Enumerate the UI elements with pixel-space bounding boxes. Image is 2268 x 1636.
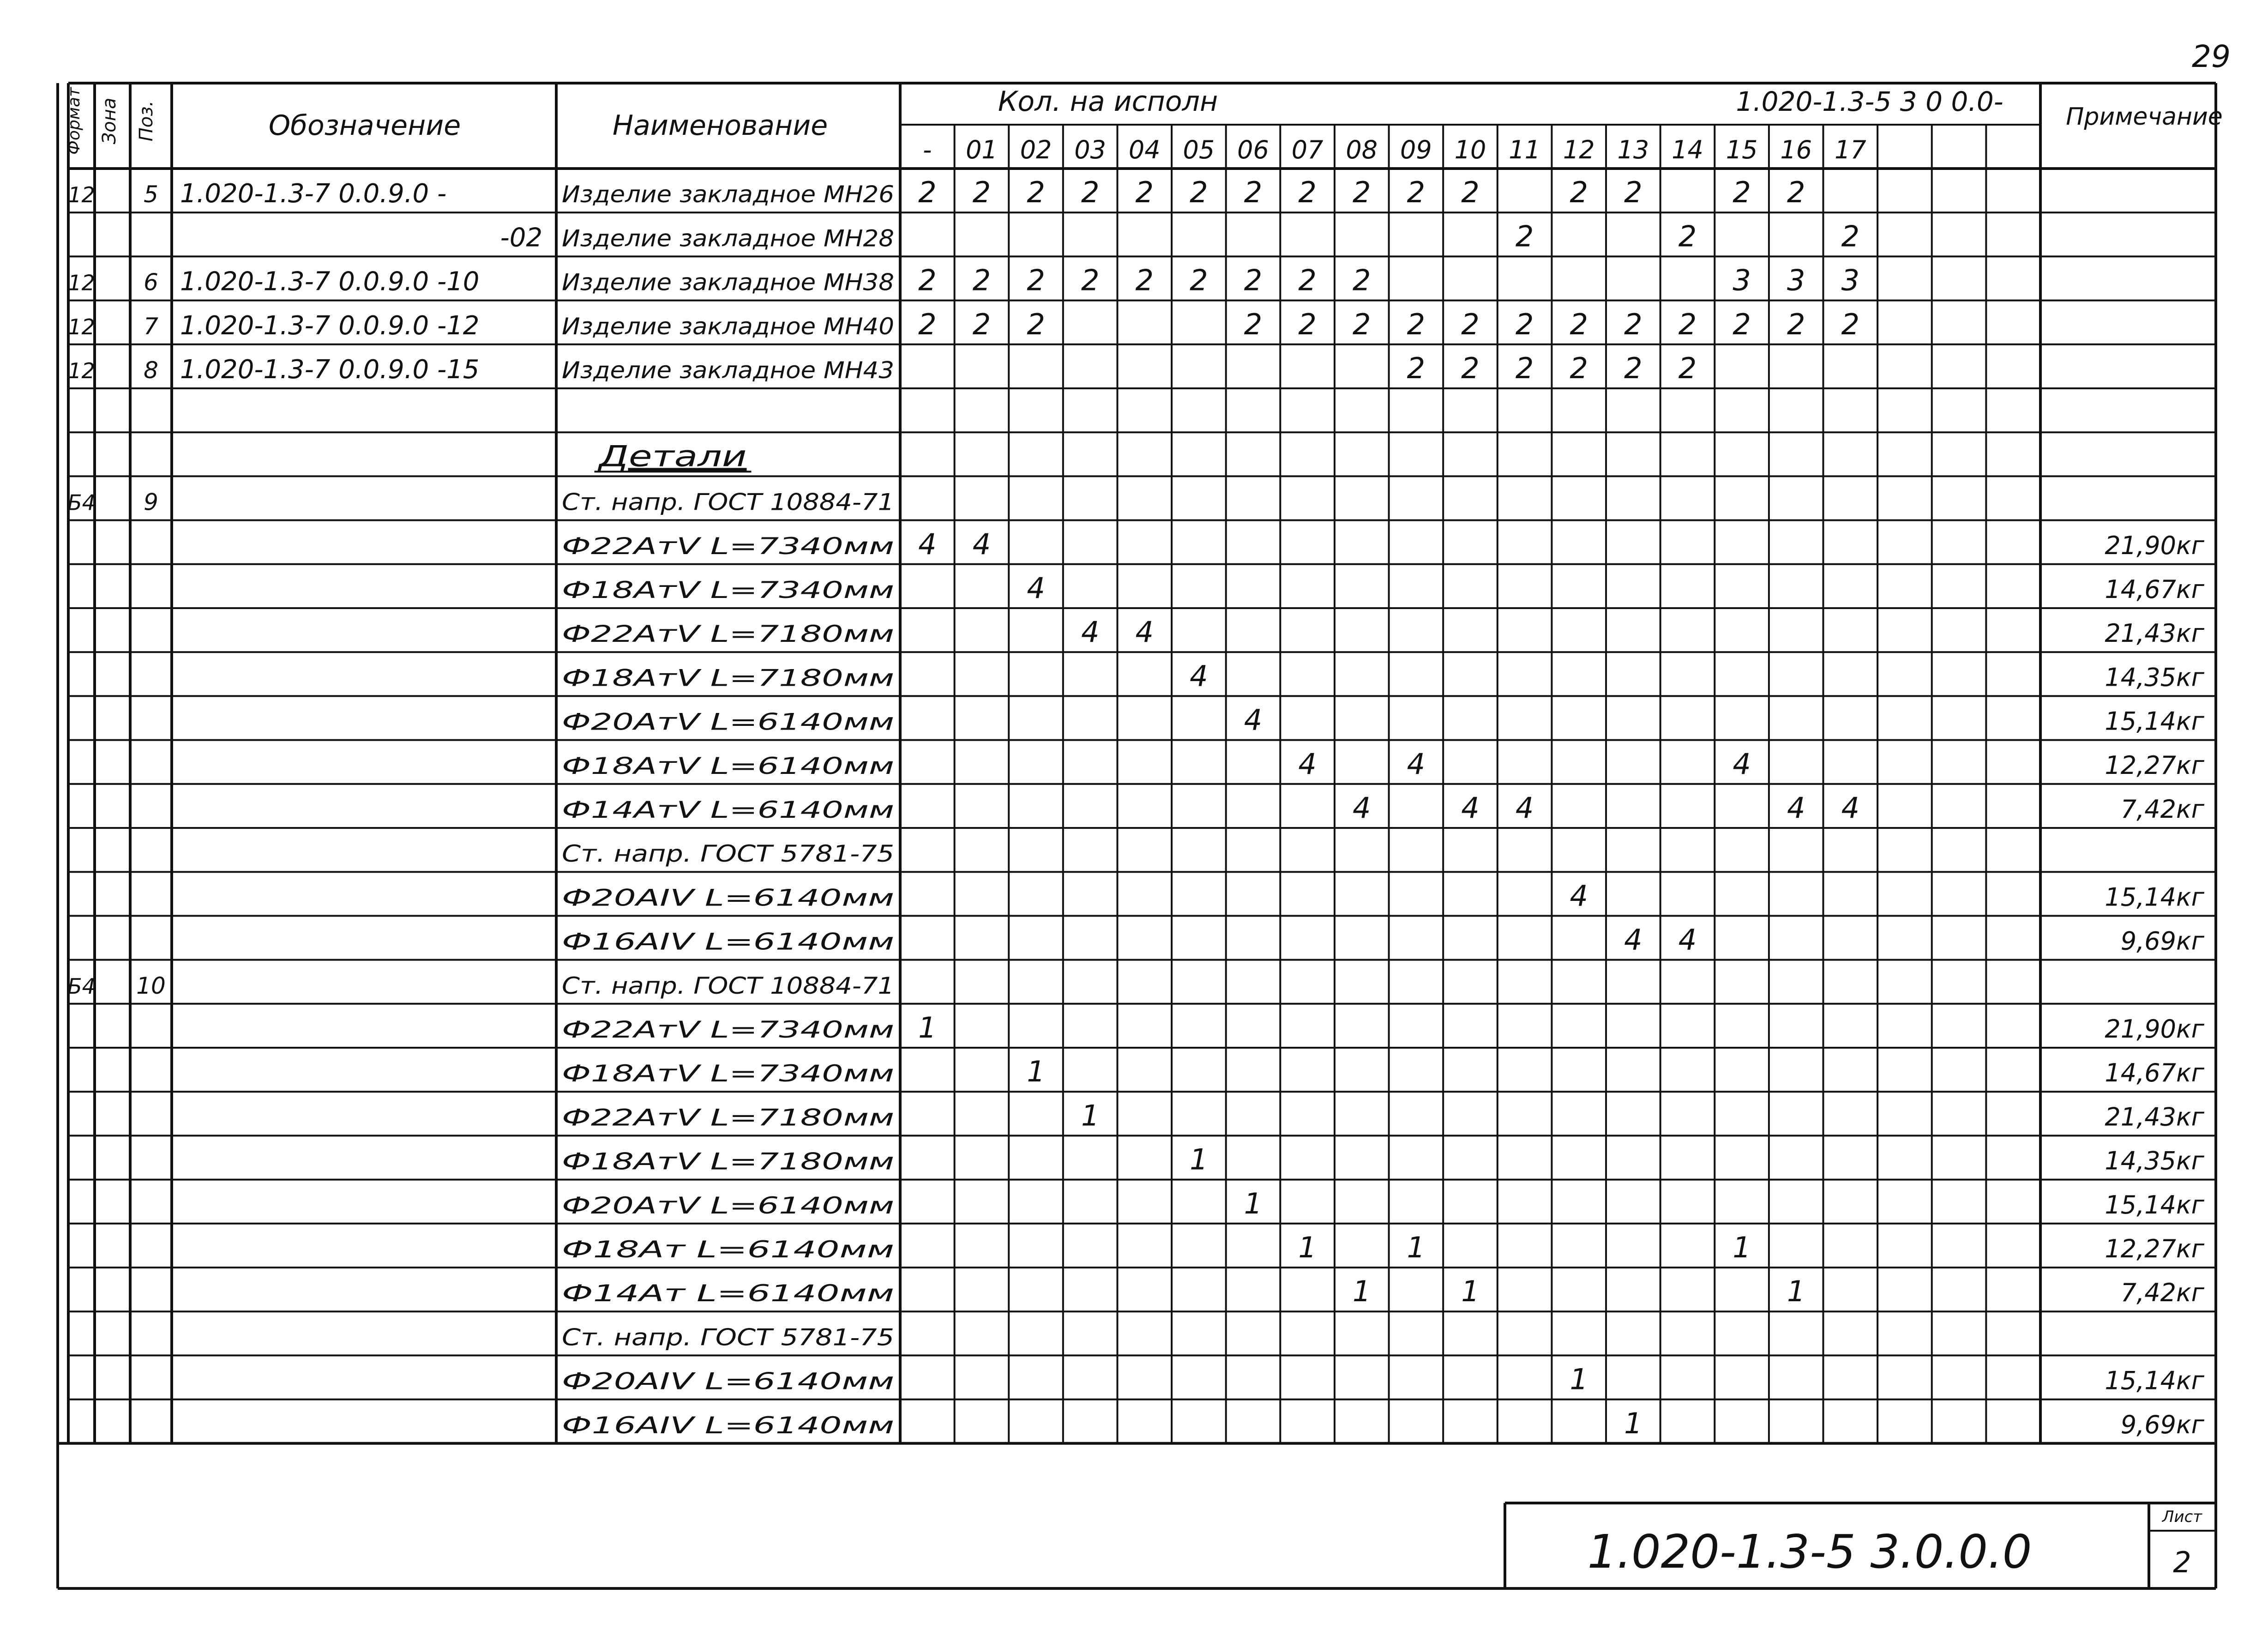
variant-header: 03 <box>1074 135 1107 164</box>
row-format: Б4 <box>67 490 96 515</box>
variant-header: 10 <box>1454 135 1486 164</box>
row-name: Ф18АтV L=6140мм <box>562 752 894 779</box>
row-note: 21,90кг <box>2105 531 2204 560</box>
row-position: 9 <box>144 489 158 516</box>
row-name: Ф20АтV L=6140мм <box>562 708 894 736</box>
row-position: 7 <box>144 313 158 340</box>
qty-cell: 2 <box>1244 307 1263 341</box>
header-format: Формат <box>65 87 84 155</box>
qty-cell: 1 <box>1298 1231 1317 1264</box>
header-pos: Поз. <box>136 100 157 142</box>
header-name: Наименование <box>612 109 828 142</box>
row-position: 6 <box>144 269 158 296</box>
row-name: Изделие закладное МН43 <box>562 357 894 384</box>
row-name: Изделие закладное МН38 <box>562 269 894 296</box>
qty-cell: 1 <box>1787 1274 1805 1309</box>
qty-cell: 2 <box>1570 351 1588 385</box>
row-designation: 1.020-1.3-7 0.0.9.0 -15 <box>180 355 480 385</box>
qty-cell: 4 <box>1841 791 1860 825</box>
qty-cell: 2 <box>1135 175 1154 210</box>
qty-cell: 2 <box>1841 307 1860 341</box>
qty-cell: 1 <box>1570 1362 1588 1396</box>
qty-cell: 2 <box>1461 351 1480 385</box>
qty-cell: 4 <box>1027 571 1045 605</box>
qty-cell: 2 <box>1298 175 1317 210</box>
row-name: Ф14АтV L=6140мм <box>562 797 894 823</box>
row-position: 8 <box>144 357 158 384</box>
row-name: Ф20АIV L=6140мм <box>562 884 894 912</box>
qty-cell: 2 <box>1787 175 1805 210</box>
variant-header: 13 <box>1617 135 1649 164</box>
variant-header: 12 <box>1563 135 1595 164</box>
qty-cell: 2 <box>918 263 937 297</box>
qty-cell: 2 <box>1298 263 1317 297</box>
row-format: 12 <box>68 358 95 383</box>
row-note: 12,27кг <box>2105 750 2204 780</box>
qty-cell: 2 <box>1624 175 1642 210</box>
row-name: Изделие закладное МН40 <box>562 313 894 340</box>
variant-header: 07 <box>1291 135 1324 164</box>
row-note: 9,69кг <box>2120 926 2204 956</box>
qty-cell: 2 <box>1515 307 1534 341</box>
qty-cell: 2 <box>1678 219 1697 254</box>
qty-cell: 1 <box>1081 1099 1100 1133</box>
row-name: Изделие закладное МН28 <box>562 225 894 252</box>
qty-cell: 1 <box>1461 1274 1480 1309</box>
qty-cell: 2 <box>1841 219 1860 254</box>
row-name: Ст. напр. ГОСТ 10884-71 <box>562 972 894 999</box>
qty-cell: 2 <box>1407 175 1426 210</box>
title-block-code: 1.020-1.3-5 3.0.0.0 <box>1587 1525 2032 1579</box>
qty-cell: 2 <box>972 175 991 210</box>
header-designation: Обозначение <box>268 109 461 142</box>
qty-cell: 2 <box>1407 351 1426 385</box>
qty-cell: 2 <box>1461 175 1480 210</box>
qty-cell: 2 <box>1135 263 1154 297</box>
row-note: 14,67кг <box>2105 1058 2204 1088</box>
row-note: 21,43кг <box>2105 1102 2204 1132</box>
row-note: 12,27кг <box>2105 1234 2204 1263</box>
variant-header: 04 <box>1128 135 1161 164</box>
row-name: Ф18АтV L=7180мм <box>562 1148 894 1175</box>
variant-header: 17 <box>1834 135 1866 164</box>
qty-cell: 4 <box>1081 615 1100 649</box>
header-note: Примечание <box>2066 103 2223 131</box>
qty-cell: 4 <box>1570 879 1588 913</box>
row-note: 14,35кг <box>2105 663 2204 692</box>
qty-cell: 1 <box>1190 1142 1208 1177</box>
row-format: Б4 <box>67 973 96 999</box>
row-name: Ст. напр. ГОСТ 5781-75 <box>562 840 894 868</box>
qty-cell: 2 <box>1787 307 1805 341</box>
qty-cell: 4 <box>1678 923 1697 957</box>
row-note: 14,67кг <box>2105 575 2204 604</box>
qty-cell: 2 <box>1081 263 1100 297</box>
variant-header: 08 <box>1346 135 1378 164</box>
qty-cell: 2 <box>1570 307 1588 341</box>
row-designation: 1.020-1.3-7 0.0.9.0 -12 <box>180 310 480 341</box>
qty-cell: 2 <box>1353 263 1371 297</box>
qty-cell: 2 <box>972 263 991 297</box>
row-name: Ст. напр. ГОСТ 10884-71 <box>562 489 894 516</box>
row-name: Ф22АтV L=7340мм <box>562 532 894 560</box>
sheet-number: 2 <box>2173 1545 2191 1579</box>
row-designation: 1.020-1.3-7 0.0.9.0 -10 <box>180 266 480 297</box>
qty-cell: 2 <box>1190 263 1208 297</box>
qty-cell: 2 <box>1353 175 1371 210</box>
variant-header: 02 <box>1020 135 1052 164</box>
row-name: Ф20АIV L=6140мм <box>562 1368 894 1395</box>
qty-cell: 2 <box>1081 175 1100 210</box>
row-note: 15,14кг <box>2105 882 2204 912</box>
row-note: 15,14кг <box>2105 706 2204 736</box>
qty-cell: 3 <box>1733 263 1751 297</box>
qty-cell: 1 <box>1353 1274 1371 1309</box>
header-qty-title: Кол. на исполн <box>998 85 1218 118</box>
qty-cell: 2 <box>1515 351 1534 385</box>
table-grid <box>58 83 2216 1588</box>
qty-cell: 2 <box>1678 351 1697 385</box>
variant-header: 06 <box>1237 135 1269 164</box>
qty-cell: 2 <box>1244 263 1263 297</box>
qty-cell: 2 <box>1407 307 1426 341</box>
row-note: 9,69кг <box>2120 1410 2204 1439</box>
qty-cell: 1 <box>1407 1231 1426 1264</box>
row-format: 12 <box>68 270 95 296</box>
qty-cell: 1 <box>1244 1186 1263 1220</box>
qty-cell: 2 <box>1190 175 1208 210</box>
row-name: Ф22АтV L=7340мм <box>562 1016 894 1043</box>
row-position: 5 <box>144 181 158 208</box>
row-note: 14,35кг <box>2105 1146 2204 1176</box>
qty-cell: 4 <box>972 527 991 561</box>
row-name: Детали <box>597 439 747 473</box>
qty-cell: 3 <box>1787 263 1805 297</box>
row-position: 10 <box>136 972 166 999</box>
qty-cell: 2 <box>1027 175 1045 210</box>
variant-header: 14 <box>1672 135 1703 164</box>
qty-cell: 4 <box>918 527 937 561</box>
qty-cell: 3 <box>1841 263 1860 297</box>
variant-header: - <box>923 135 932 164</box>
qty-cell: 4 <box>1733 747 1751 781</box>
row-name: Ф16АIV L=6140мм <box>562 1412 894 1439</box>
row-name: Ст. напр. ГОСТ 5781-75 <box>562 1324 894 1351</box>
row-name: Ф14Ат L=6140мм <box>562 1280 894 1307</box>
row-name: Ф20АтV L=6140мм <box>562 1192 894 1219</box>
qty-cell: 1 <box>1733 1231 1751 1264</box>
qty-cell: 2 <box>1624 307 1642 341</box>
qty-cell: 2 <box>918 307 937 341</box>
qty-cell: 4 <box>1461 791 1480 825</box>
variant-header: 16 <box>1780 135 1812 164</box>
variant-header: 09 <box>1400 135 1432 164</box>
qty-cell: 4 <box>1135 615 1154 649</box>
qty-cell: 1 <box>1027 1055 1045 1089</box>
qty-cell: 2 <box>1515 219 1534 254</box>
qty-cell: 4 <box>1353 791 1371 825</box>
qty-cell: 4 <box>1787 791 1805 825</box>
qty-cell: 2 <box>1027 263 1045 297</box>
sheet-label: Лист <box>2162 1508 2202 1526</box>
qty-cell: 2 <box>1733 307 1751 341</box>
variant-header: 01 <box>966 135 998 164</box>
row-name: Ф18АтV L=7340мм <box>562 577 894 604</box>
row-name: Ф18АтV L=7180мм <box>562 664 894 692</box>
table-text <box>67 135 2205 1440</box>
row-name: Ф18Ат L=6140мм <box>562 1236 894 1263</box>
qty-cell: 2 <box>1624 351 1642 385</box>
page-number: 29 <box>2192 39 2231 74</box>
row-note: 15,14кг <box>2105 1190 2204 1219</box>
row-designation: 1.020-1.3-7 0.0.9.0 - <box>180 179 447 209</box>
row-name: Изделие закладное МН26 <box>562 181 894 208</box>
row-format: 12 <box>68 314 95 339</box>
qty-cell: 2 <box>972 307 991 341</box>
row-name: Ф18АтV L=7340мм <box>562 1060 894 1087</box>
qty-cell: 2 <box>1027 307 1045 341</box>
qty-cell: 1 <box>1624 1406 1642 1440</box>
row-name: Ф22АтV L=7180мм <box>562 621 894 648</box>
row-designation: -02 <box>500 223 542 253</box>
qty-cell: 4 <box>1624 923 1642 957</box>
variant-header: 05 <box>1183 135 1215 164</box>
row-name: Ф22АтV L=7180мм <box>562 1104 894 1131</box>
row-note: 21,90кг <box>2105 1014 2204 1044</box>
variant-header: 11 <box>1509 135 1540 164</box>
row-name: Ф16АIV L=6140мм <box>562 928 894 955</box>
qty-cell: 4 <box>1407 747 1426 781</box>
qty-cell: 2 <box>1733 175 1751 210</box>
qty-cell: 2 <box>1298 307 1317 341</box>
qty-cell: 4 <box>1298 747 1317 781</box>
qty-cell: 2 <box>918 175 937 210</box>
qty-cell: 2 <box>1678 307 1697 341</box>
row-note: 21,43кг <box>2105 619 2204 648</box>
row-note: 7,42кг <box>2120 795 2204 824</box>
qty-cell: 4 <box>1190 659 1208 693</box>
row-note: 15,14кг <box>2105 1366 2204 1395</box>
header-zone: Зона <box>99 97 120 145</box>
header-doc-code: 1.020-1.3-5 3 0 0.0- <box>1736 86 2003 117</box>
qty-cell: 2 <box>1244 175 1263 210</box>
qty-cell: 4 <box>1515 791 1534 825</box>
row-format: 12 <box>68 182 95 208</box>
qty-cell: 1 <box>918 1011 937 1044</box>
qty-cell: 4 <box>1244 703 1263 737</box>
qty-cell: 2 <box>1570 175 1588 210</box>
qty-cell: 2 <box>1353 307 1371 341</box>
qty-cell: 2 <box>1461 307 1480 341</box>
row-note: 7,42кг <box>2120 1278 2204 1308</box>
variant-header: 15 <box>1726 135 1758 164</box>
